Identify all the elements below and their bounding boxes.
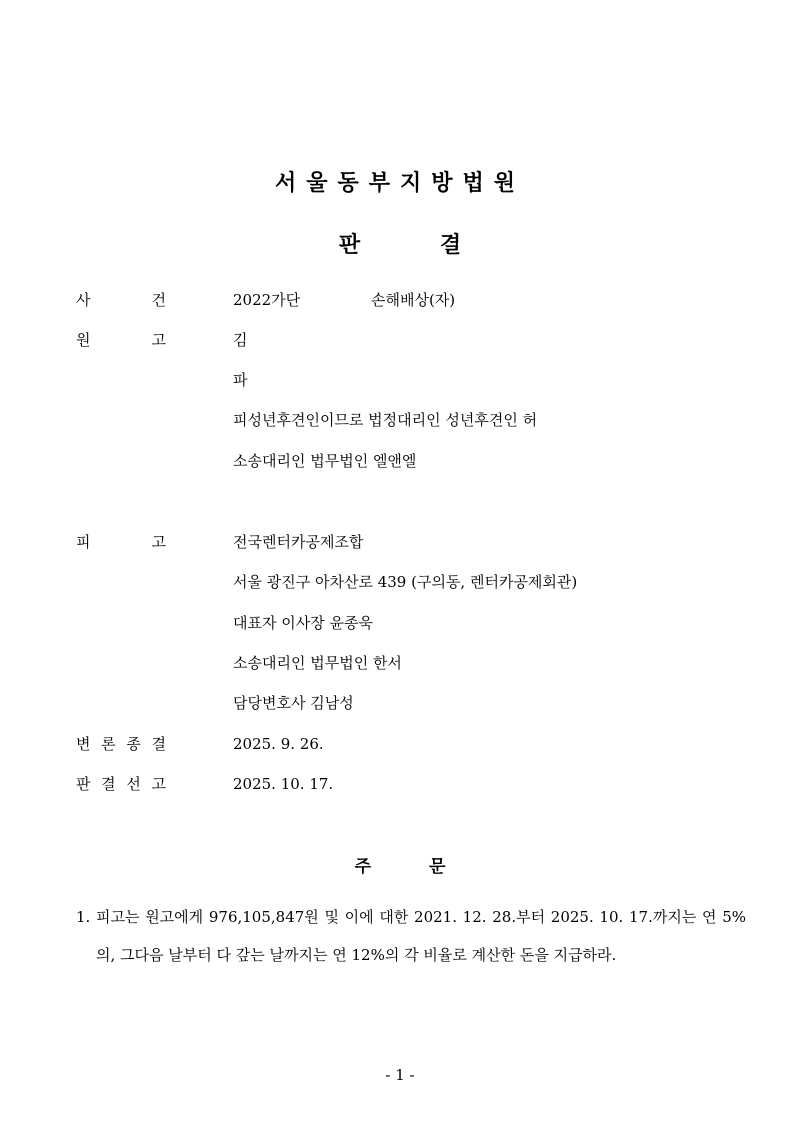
defendant-label: 피 고	[76, 533, 166, 551]
defendant-counsel: 소송대리인 법무법인 한서	[233, 654, 402, 672]
case-label: 사 건	[76, 291, 166, 309]
plaintiff-label: 원 고	[76, 331, 166, 349]
plaintiff-line: 파	[233, 371, 248, 389]
plaintiff-counsel: 소송대리인 법무법인 엘앤엘	[233, 452, 417, 470]
page-number: - 1 -	[385, 1066, 415, 1084]
closing-date: 2025. 9. 26.	[233, 735, 324, 753]
court-name: 서울동부지방법원	[274, 171, 526, 196]
plaintiff-guardian: 피성년후견인이므로 법정대리인 성년후견인 허	[233, 411, 538, 429]
case-name: 손해배상(자)	[371, 291, 456, 309]
ruling-date: 2025. 10. 17.	[233, 775, 334, 793]
defendant-name: 전국렌터카공제조합	[233, 533, 364, 551]
order-item: 1. 피고는 원고에게 976,105,847원 및 이에 대한 2021. 12. 28.부터 2025. 10. 17.까지는 연 5%의, 그다음 날부터 다 갚는 날까지는 연 12%의 각 비율로 계산한 돈을 지급하라.	[76, 908, 746, 964]
defendant-attorney: 담당변호사 김남성	[233, 694, 354, 712]
case-number: 2022가단	[233, 291, 301, 309]
plaintiff-name: 김	[233, 331, 248, 349]
closing-label: 변 론 종 결	[76, 735, 166, 753]
defendant-representative: 대표자 이사장 윤종욱	[233, 614, 373, 632]
document-title: 판 결	[338, 233, 462, 258]
ruling-label: 판 결 선 고	[76, 775, 166, 793]
defendant-address: 서울 광진구 아차산로 439 (구의동, 렌터카공제회관)	[233, 573, 578, 591]
order-heading: 주 문	[354, 857, 446, 877]
